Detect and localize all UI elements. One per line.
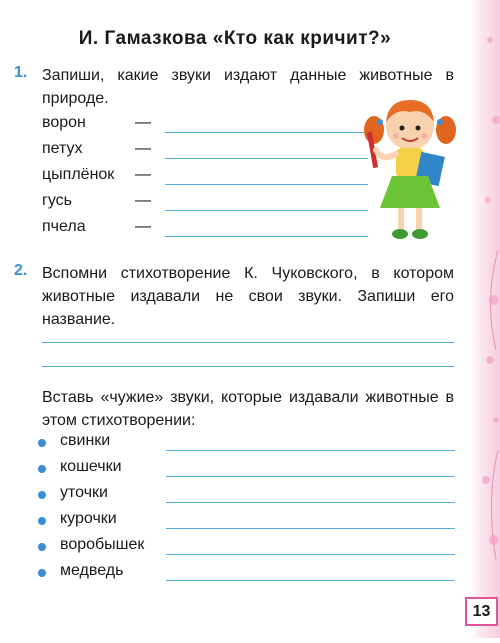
list-item — [38, 458, 458, 482]
animal-label: ворон — [42, 114, 86, 131]
bullet-icon — [38, 543, 46, 551]
animal-label: пчела — [42, 218, 86, 235]
list-item — [38, 484, 458, 508]
animal-label: гусь — [42, 192, 72, 209]
answer-row — [42, 114, 372, 138]
bullet-icon — [38, 491, 46, 499]
animal-label: петух — [42, 140, 83, 157]
task-2-instruction: Вставь «чужие» звуки, которые издавали животные в этом стихотворении: — [42, 389, 454, 429]
animal-label: медведь — [60, 562, 124, 579]
list-item — [38, 432, 458, 456]
answer-line[interactable] — [165, 236, 368, 237]
answer-line[interactable] — [166, 450, 455, 451]
answer-row — [42, 192, 372, 216]
task-1-number: 1. — [14, 64, 28, 81]
answer-row — [42, 140, 372, 164]
task-2-text: Вспомни стихотворение К. Чуковского, в котором животные издавали не свои звуки. Запиши его название. — [42, 265, 454, 328]
answer-line[interactable] — [166, 580, 455, 581]
answer-line[interactable] — [165, 158, 368, 159]
answer-row — [42, 218, 372, 242]
bullet-icon — [38, 465, 46, 473]
answer-line[interactable] — [165, 132, 368, 133]
dash: — — [135, 192, 151, 209]
list-item — [38, 510, 458, 534]
page-title: И. Гамазкова «Кто как кричит?» — [78, 28, 392, 49]
answer-line[interactable] — [166, 502, 455, 503]
answer-line[interactable] — [166, 554, 455, 555]
dash: — — [135, 140, 151, 157]
animal-label: цыплёнок — [42, 166, 115, 183]
dash: — — [135, 114, 151, 131]
bullet-icon — [38, 569, 46, 577]
bullet-icon — [38, 439, 46, 447]
page-number: 13 — [465, 597, 498, 626]
answer-line[interactable] — [165, 184, 368, 185]
dash: — — [135, 218, 151, 235]
answer-line[interactable] — [42, 366, 454, 367]
list-item — [38, 562, 458, 586]
animal-label: курочки — [60, 510, 117, 527]
girl-illustration — [362, 92, 458, 244]
answer-row — [42, 166, 372, 190]
answer-line[interactable] — [165, 210, 368, 211]
flower-decoration-icon — [470, 0, 500, 638]
animal-label: кошечки — [60, 458, 122, 475]
answer-line[interactable] — [42, 342, 454, 343]
task-1-text: Запиши, какие звуки издают данные животные в природе. — [42, 67, 454, 107]
dash: — — [135, 166, 151, 183]
task-2-number: 2. — [14, 262, 28, 279]
animal-label: воробышек — [60, 536, 145, 553]
bullet-icon — [38, 517, 46, 525]
decorative-border — [470, 0, 500, 638]
list-item — [38, 536, 458, 560]
answer-line[interactable] — [166, 528, 455, 529]
answer-line[interactable] — [166, 476, 455, 477]
animal-label: свинки — [60, 432, 111, 449]
animal-label: уточки — [60, 484, 108, 501]
